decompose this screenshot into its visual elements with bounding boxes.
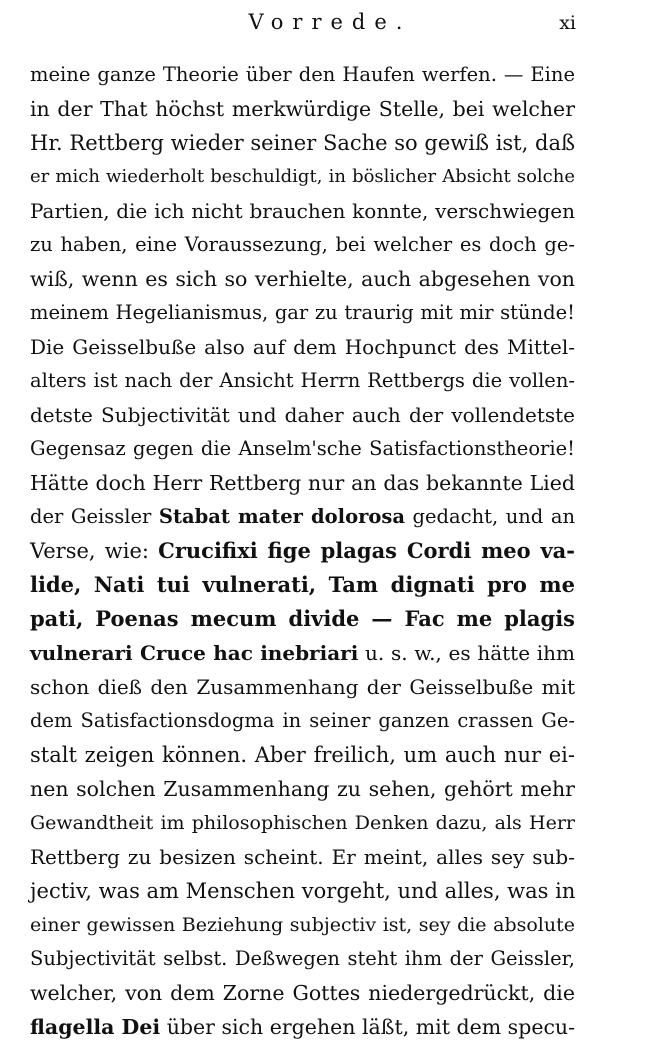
text-line: [30, 296, 575, 330]
text-line: [30, 126, 575, 160]
text-line: [30, 432, 575, 466]
running-head: [0, 6, 660, 40]
text-segment: Gegensaz gegen die Anselm'sche Satisfactionstheorie!: [30, 437, 575, 460]
text-segment: Hr. Rettberg wieder seiner Sache so gewiß ist, daß: [30, 131, 575, 155]
text-segment: Subjectivität selbst. Deßwegen steht ihm der Geissler,: [30, 947, 575, 970]
text-segment: schon dieß den Zusammenhang der Geisselbuße mit: [30, 675, 575, 699]
text-line: [30, 194, 575, 228]
text-line: [30, 228, 575, 262]
text-line: [30, 772, 575, 806]
text-line: [30, 908, 575, 942]
latin-text: pati, Poenas mecum divide — Fac me plagis: [30, 606, 575, 631]
text-segment: wiß, wenn es sich so verhielte, auch abgesehen von: [30, 267, 575, 291]
text-segment: in der That höchst merkwürdige Stelle, bei welcher: [30, 97, 575, 121]
text-segment: meine ganze Theorie über den Haufen werfen. — Eine: [30, 63, 575, 86]
text-segment: jectiv, was am Menschen vorgeht, und alles, was in: [30, 879, 576, 903]
text-segment: einer gewissen Beziehung subjectiv ist, sey die absolute: [30, 914, 575, 936]
text-segment: Gewandtheit im philosophischen Denken dazu, als Herr: [30, 812, 575, 834]
latin-text: vulnerari Cruce hac inebriari: [30, 641, 359, 665]
text-line: [30, 806, 575, 840]
text-line: [30, 602, 575, 636]
text-line: [30, 636, 575, 670]
text-line: [30, 160, 575, 194]
text-line: [30, 92, 575, 126]
text-segment: der Geissler: [30, 505, 159, 528]
text-segment: stalt zeigen können. Aber freilich, um auch nur ei-: [30, 743, 575, 767]
text-segment: alters ist nach der Ansicht Herrn Rettbergs die vollen-: [30, 369, 575, 392]
text-line: [30, 500, 575, 534]
text-segment: über sich ergehen läßt, mit dem specu-: [160, 1015, 576, 1039]
text-segment: gedacht, und an: [405, 505, 575, 528]
text-segment: Verse, wie:: [30, 539, 159, 563]
body-text: [30, 58, 575, 1044]
text-line: [30, 466, 575, 500]
text-line: [30, 976, 575, 1010]
text-line: [30, 840, 575, 874]
text-line: [30, 58, 575, 92]
text-line: [30, 330, 575, 364]
text-segment: Hätte doch Herr Rettberg nur an das bekannte Lied: [30, 471, 575, 495]
text-line: [30, 262, 575, 296]
text-line: [30, 364, 575, 398]
text-segment: Partien, die ich nicht brauchen konnte, verschwiegen: [30, 199, 575, 223]
text-segment: Rettberg zu besizen scheint. Er meint, alles sey sub-: [30, 845, 575, 869]
text-segment: nen solchen Zusammenhang zu sehen, gehört mehr: [30, 777, 575, 801]
text-segment: zu haben, eine Voraussezung, bei welcher es doch ge-: [30, 233, 575, 256]
text-segment: u. s. w., es hätte ihm: [358, 641, 575, 665]
text-line: [30, 398, 575, 432]
text-segment: dem Satisfactionsdogma in seiner ganzen crassen Ge-: [30, 709, 575, 732]
page-number: xi: [559, 12, 576, 34]
text-line: [30, 874, 575, 908]
text-line: [30, 534, 575, 568]
text-line: [30, 704, 575, 738]
text-line: [30, 942, 575, 976]
latin-text: flagella Dei: [30, 1015, 161, 1039]
latin-text: Stabat mater dolorosa: [158, 505, 405, 528]
text-segment: Die Geisselbuße also auf dem Hochpunct des Mittel-: [30, 335, 575, 359]
text-segment: er mich wiederholt beschuldigt, in böslicher Absicht solche: [30, 166, 575, 187]
text-line: [30, 738, 575, 772]
text-segment: detste Subjectivität und daher auch der vollendetste: [30, 403, 575, 427]
text-segment: meinem Hegelianismus, gar zu traurig mit mir stünde!: [30, 301, 575, 324]
running-title: Vorrede.: [248, 10, 412, 34]
text-line: [30, 568, 575, 602]
text-segment: welcher, von dem Zorne Gottes niedergedrückt, die: [30, 981, 575, 1005]
text-line: [30, 670, 575, 704]
latin-text: Crucifixi fige plagas Cordi meo va-: [158, 538, 575, 563]
latin-text: lide, Nati tui vulnerati, Tam dignati pro me: [30, 572, 575, 597]
text-line: [30, 1010, 575, 1044]
